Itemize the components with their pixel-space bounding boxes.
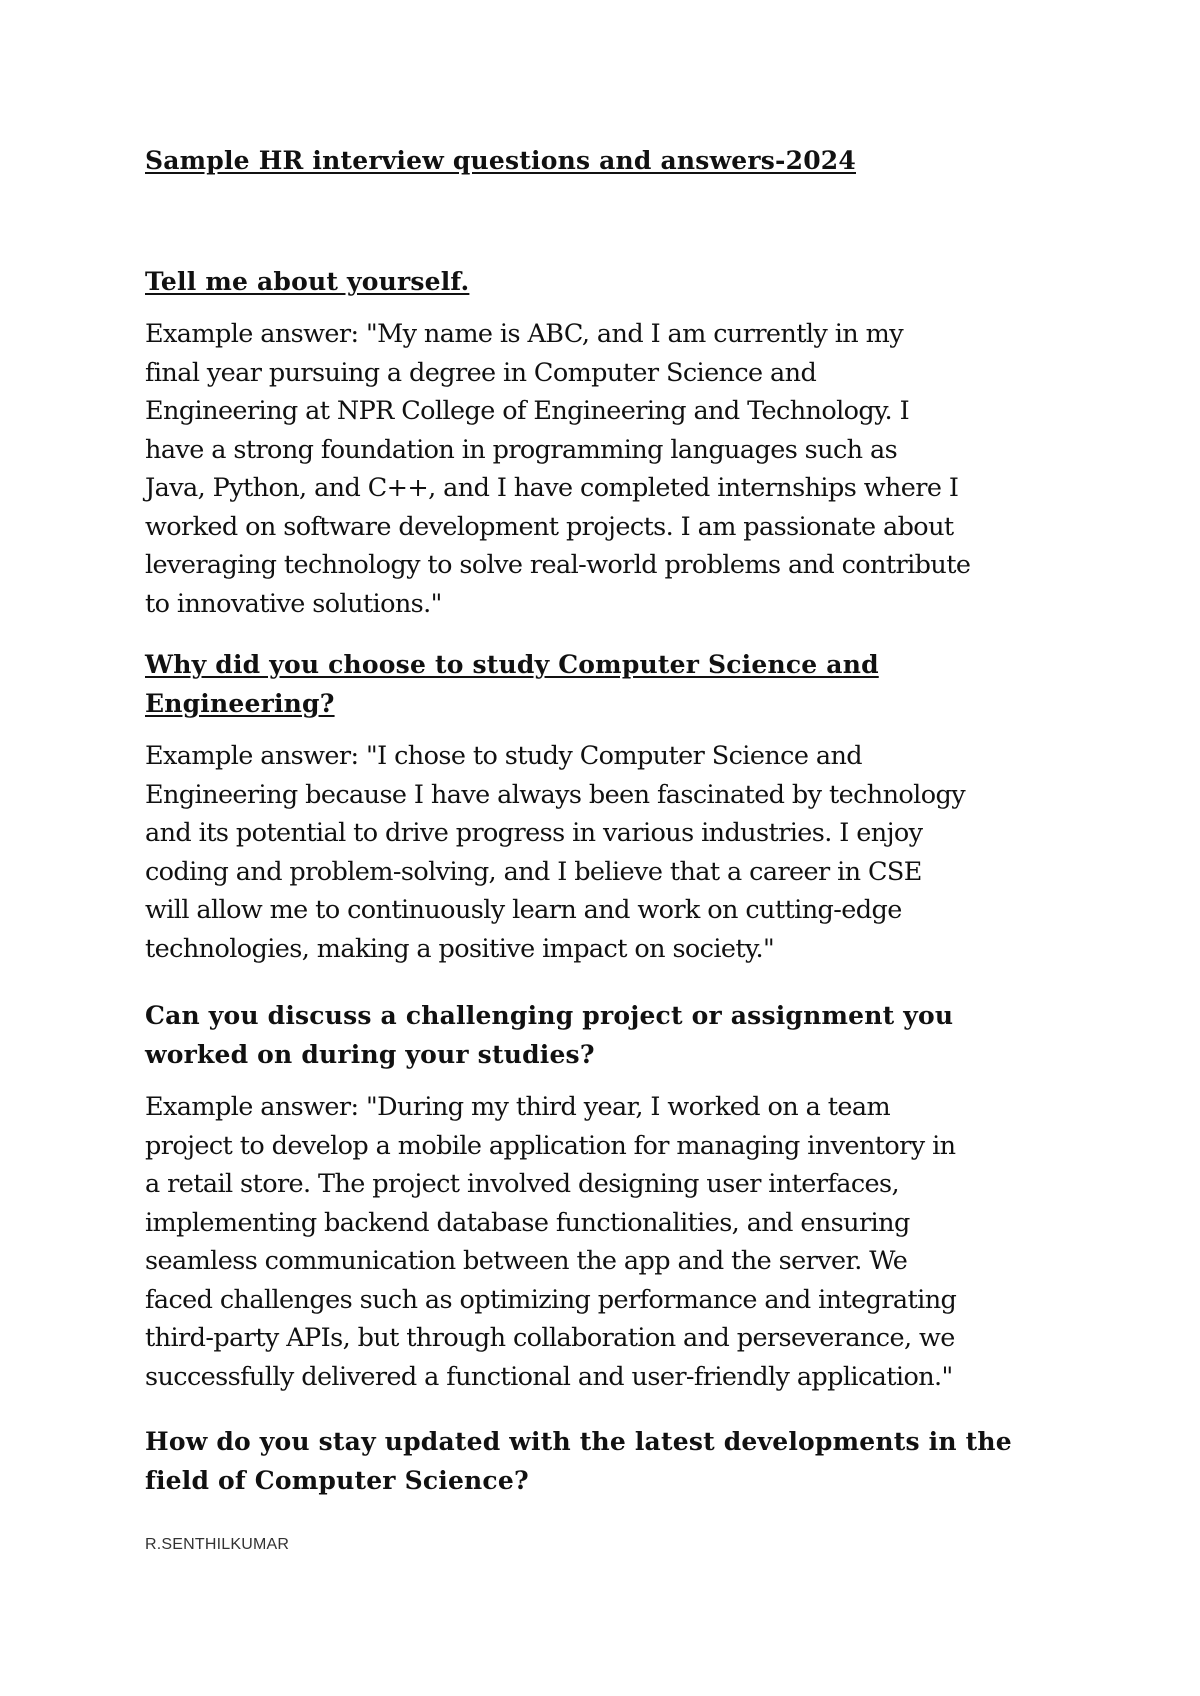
qa-section-why-cse — [145, 645, 1075, 968]
answer-line: third-party APIs, but through collaboration and perseverance, we — [145, 1323, 955, 1353]
answer-line: implementing backend database functionalities, and ensuring — [145, 1207, 910, 1238]
answer-line: and its potential to drive progress in various industries. I enjoy — [145, 818, 923, 848]
answer-line: Example answer: "My name is ABC, and I am currently in my — [145, 319, 904, 349]
answer-paragraph — [145, 737, 1075, 968]
qa-section-stay-updated — [145, 1422, 1075, 1500]
answer-line: have a strong foundation in programming languages such as — [145, 434, 898, 465]
qa-section-challenging-project — [145, 996, 1075, 1396]
answer-line: Engineering at NPR College of Engineering and Technology. I — [145, 396, 910, 426]
answer-paragraph — [145, 315, 1075, 623]
answer-line: leveraging technology to solve real-world problems and contribute — [145, 550, 971, 580]
question-line: worked on during your studies? — [145, 1040, 595, 1069]
answer-line: final year pursuing a degree in Computer Science and — [145, 357, 817, 388]
answer-line: project to develop a mobile application for managing inventory in — [145, 1130, 956, 1161]
answer-line: coding and problem-solving, and I believe that a career in CSE — [145, 856, 922, 887]
question-heading — [145, 262, 1075, 301]
qa-section-about-yourself — [145, 262, 1075, 623]
footer-author: R.SENTHILKUMAR — [145, 1536, 290, 1553]
question-heading — [145, 1422, 1075, 1500]
question-line: Engineering? — [145, 689, 335, 718]
question-heading — [145, 645, 1075, 723]
answer-paragraph — [145, 1088, 1075, 1396]
answer-line: Example answer: "During my third year, I worked on a team — [145, 1092, 891, 1122]
question-heading — [145, 996, 1075, 1074]
document-title: Sample HR interview questions and answers-2024 — [145, 146, 856, 175]
question-line: field of Computer Science? — [145, 1466, 529, 1495]
answer-line: successfully delivered a functional and user-friendly application." — [145, 1361, 953, 1392]
answer-line: a retail store. The project involved designing user interfaces, — [145, 1169, 899, 1199]
answer-line: will allow me to continuously learn and work on cutting-edge — [145, 895, 902, 925]
question-line: How do you stay updated with the latest developments in the — [145, 1427, 1012, 1456]
answer-line: to innovative solutions." — [145, 588, 442, 619]
answer-line: technologies, making a positive impact on society." — [145, 933, 775, 964]
answer-line: faced challenges such as optimizing performance and integrating — [145, 1284, 957, 1315]
answer-line: worked on software development projects. I am passionate about — [145, 511, 954, 542]
answer-line: Java, Python, and C++, and I have completed internships where I — [145, 473, 959, 503]
answer-line: Example answer: "I chose to study Computer Science and — [145, 741, 862, 771]
question-line: Tell me about yourself. — [145, 267, 470, 296]
answer-line: Engineering because I have always been fascinated by technology — [145, 779, 965, 810]
question-line: Can you discuss a challenging project or assignment you — [145, 1001, 954, 1030]
question-line: Why did you choose to study Computer Science and — [145, 650, 879, 679]
answer-line: seamless communication between the app and the server. We — [145, 1246, 908, 1276]
